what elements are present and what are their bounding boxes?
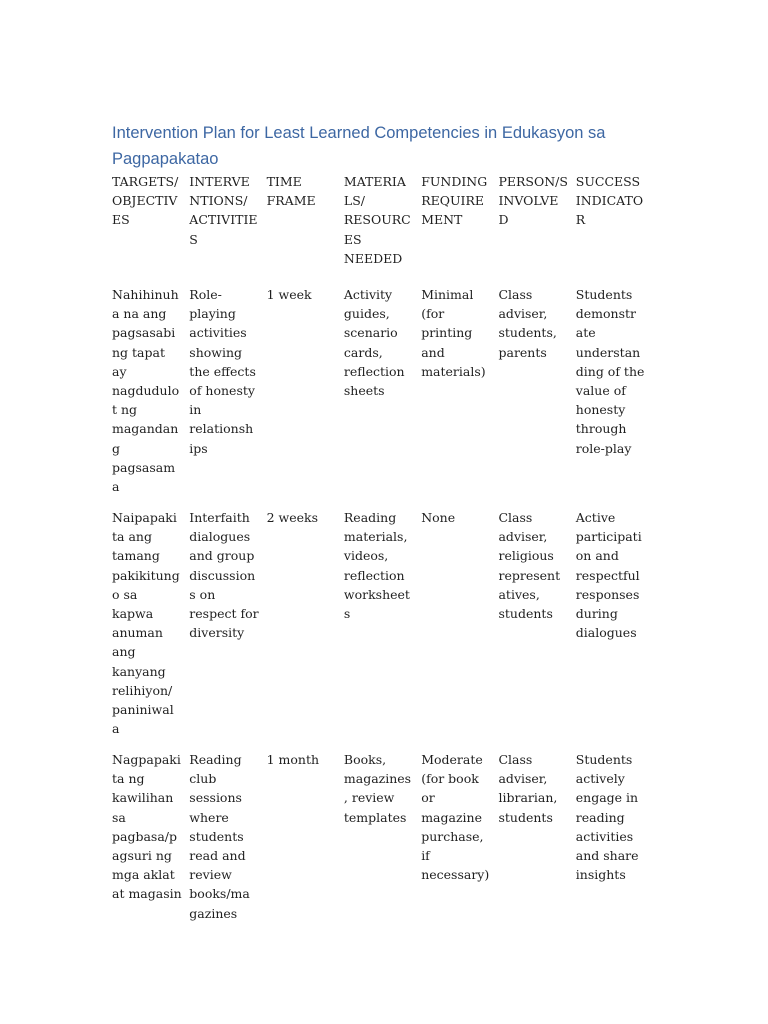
cell-materials: Books, magazines , review templates bbox=[343, 752, 412, 825]
header-persons-involved: PERSON/S INVOLVE D bbox=[498, 174, 568, 228]
cell-success-indicator: Students demonstr ate understan ding of the value of honesty through role-play bbox=[575, 287, 645, 456]
cell-time-frame: 1 week bbox=[266, 287, 312, 302]
cell-intervention: Interfaith dialogues and group discussion s on respect for diversity bbox=[189, 510, 259, 641]
cell-persons: Class adviser, students, parents bbox=[498, 287, 557, 360]
cell-intervention: Role- playing activities showing the effects of honesty in relationsh ips bbox=[189, 287, 256, 456]
header-interventions-activities: INTERVE NTIONS/ ACTIVITIE S bbox=[189, 174, 258, 247]
table-row bbox=[112, 750, 652, 950]
cell-persons: Class adviser, religious represent atives, students bbox=[498, 510, 561, 622]
table-header-row bbox=[112, 172, 652, 285]
cell-funding: Moderate (for book or magazine purchase, if necessary) bbox=[421, 752, 490, 883]
cell-success-indicator: Active participati on and respectful responses during dialogues bbox=[575, 510, 642, 641]
cell-success-indicator: Students actively engage in reading activities and share insights bbox=[575, 752, 639, 883]
cell-funding: Minimal (for printing and materials) bbox=[421, 287, 486, 379]
header-materials-resources: MATERIA LS/ RESOURC ES NEEDED bbox=[343, 174, 411, 266]
table-row bbox=[112, 508, 652, 750]
intervention-plan-table bbox=[112, 172, 652, 950]
cell-materials: Activity guides, scenario cards, reflection sheets bbox=[343, 287, 405, 399]
document-title: Intervention Plan for Least Learned Competencies in Edukasyon sa Pagpapakatao bbox=[112, 124, 606, 168]
cell-intervention: Reading club sessions where students read and review books/ma gazines bbox=[189, 752, 250, 921]
cell-funding: None bbox=[421, 510, 456, 525]
cell-target: Naipapaki ta ang tamang pakikitung o sa kapwa anuman ang kanyang relihiyon/ paniniwal a bbox=[112, 510, 180, 737]
cell-target: Nagpapaki ta ng kawilihan sa pagbasa/p agsuri ng mga aklat at magasin bbox=[112, 752, 182, 902]
cell-time-frame: 2 weeks bbox=[266, 510, 319, 525]
table-row bbox=[112, 285, 652, 508]
header-time-frame: TIME FRAME bbox=[266, 174, 316, 209]
cell-materials: Reading materials, videos, reflection worksheet s bbox=[343, 510, 410, 622]
cell-time-frame: 1 month bbox=[266, 752, 320, 767]
header-success-indicator: SUCCESS INDICATO R bbox=[575, 174, 644, 228]
header-targets-objectives: TARGETS/ OBJECTIV ES bbox=[112, 174, 179, 228]
cell-persons: Class adviser, librarian, students bbox=[498, 752, 558, 825]
header-funding-requirement: FUNDING REQUIRE MENT bbox=[421, 174, 488, 228]
cell-target: Nahihinuh a na ang pagsasabi ng tapat ay nagdudulo t ng magandan g pagsasam a bbox=[112, 287, 180, 495]
